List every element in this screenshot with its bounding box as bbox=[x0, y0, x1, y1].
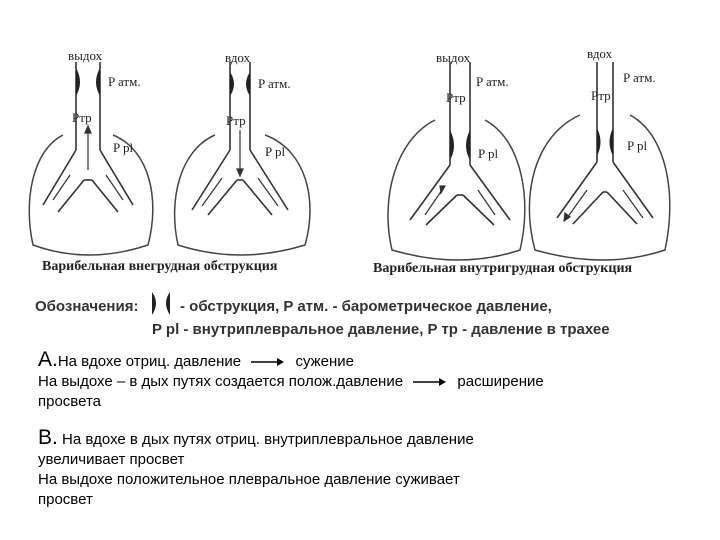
diagram-title: выдох bbox=[436, 50, 471, 65]
obstruction-icon bbox=[76, 68, 100, 96]
p-atm-label: P атм. bbox=[108, 74, 141, 89]
diagram-intrathoracic-expiration bbox=[388, 50, 525, 260]
p-pl-label: P pl bbox=[265, 144, 286, 159]
legend-label: Обозначения: bbox=[35, 298, 139, 315]
diagram-title: вдох bbox=[225, 50, 251, 65]
p-atm-label: P атм. bbox=[476, 74, 509, 89]
diagram-intrathoracic-inspiration bbox=[529, 46, 669, 260]
p-atm-label: P атм. bbox=[258, 76, 291, 91]
diagram-extrathoracic-inspiration bbox=[175, 50, 310, 255]
airflow-arrows bbox=[53, 126, 123, 200]
p-pl-label: P pl bbox=[627, 138, 648, 153]
note-a-result-2: расширение bbox=[457, 373, 544, 390]
caption-intrathoracic: Варибельная внутригрудная обструкция bbox=[373, 261, 633, 276]
note-b-line-3: На выдохе положительное плевральное давление суживает bbox=[38, 471, 460, 488]
note-a-result-1: сужение bbox=[295, 353, 355, 370]
lung-outline bbox=[29, 135, 153, 255]
note-b-marker: B. bbox=[38, 426, 58, 449]
airflow-arrows bbox=[564, 190, 643, 221]
airflow-arrows bbox=[425, 186, 495, 215]
note-b-line-2: увеличивает просвет bbox=[38, 451, 185, 468]
note-a-text-1: На вдохе отриц. давление bbox=[57, 353, 242, 370]
p-pl-label: P pl bbox=[113, 140, 134, 155]
airflow-arrows bbox=[202, 130, 278, 206]
lung-outline bbox=[388, 120, 525, 260]
p-pl-label: P pl bbox=[478, 146, 499, 161]
legend-line-1: - обструкция, P атм. - барометрическое давление, bbox=[180, 298, 552, 315]
note-a-text-2: На выдохе – в дых путях создается полож.давление bbox=[38, 373, 404, 390]
p-tr-label: Pтр bbox=[591, 88, 611, 103]
obstruction-icon bbox=[450, 130, 470, 160]
obstruction-icon bbox=[230, 72, 250, 96]
p-atm-label: P атм. bbox=[623, 70, 656, 85]
diagram-title: вдох bbox=[587, 46, 613, 61]
p-tr-label: Pтр bbox=[72, 110, 92, 125]
note-a-line-2 bbox=[38, 372, 708, 392]
arrow-right-icon bbox=[413, 377, 447, 387]
legend-line-2: P pl - внутриплевральное давление, P тр - давление в трахее bbox=[152, 321, 610, 338]
diagram-extrathoracic-expiration bbox=[29, 48, 153, 255]
note-a-line-1 bbox=[38, 350, 708, 372]
arrow-right-icon bbox=[251, 357, 285, 367]
note-b-text-1: На вдохе в дых путях отриц. внутриплевральное давление bbox=[62, 431, 474, 448]
note-a-marker: A. bbox=[38, 348, 58, 371]
caption-extrathoracic: Варибельная внегрудная обструкция bbox=[42, 259, 278, 274]
p-tr-label: Pтр bbox=[226, 113, 246, 128]
obstruction-legend-icon bbox=[152, 292, 170, 315]
p-tr-label: Pтр bbox=[446, 90, 466, 105]
lung-outline bbox=[175, 135, 310, 255]
obstruction-icon bbox=[597, 128, 613, 156]
diagram-title: выдох bbox=[68, 48, 103, 63]
note-b-line-1 bbox=[38, 428, 708, 450]
explanation-notes bbox=[38, 350, 708, 510]
note-a-line-3: просвета bbox=[38, 393, 101, 410]
note-b-line-4: просвет bbox=[38, 491, 93, 508]
